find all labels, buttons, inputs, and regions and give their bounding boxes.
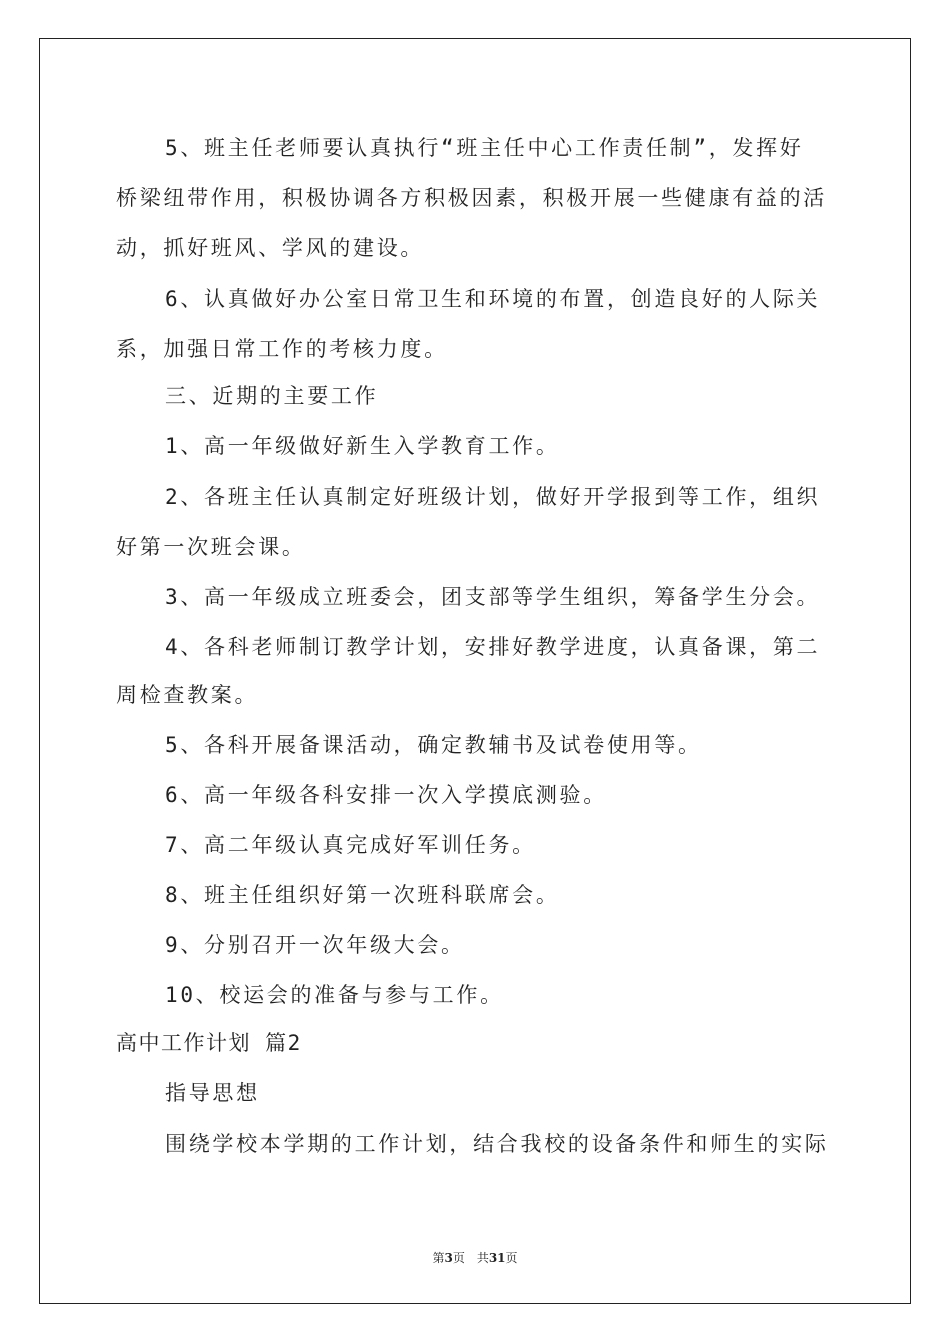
- paragraph-line: 2、各班主任认真制定好班级计划，做好开学报到等工作，组织: [165, 485, 821, 509]
- paragraph-line: 4、各科老师制订教学计划，安排好教学进度，认真备课，第二: [165, 635, 821, 659]
- paragraph-line: 7、高二年级认真完成好军训任务。: [165, 833, 536, 857]
- paragraph-line: 5、班主任老师要认真执行“班主任中心工作责任制”，发挥好: [165, 136, 804, 160]
- footer-prefix: 第: [432, 1251, 445, 1265]
- paragraph-line: 周检查教案。: [116, 683, 259, 707]
- paragraph-line: 6、高一年级各科安排一次入学摸底测验。: [165, 783, 607, 807]
- subheading: 指导思想: [165, 1081, 260, 1105]
- paragraph-line: 5、各科开展备课活动，确定教辅书及试卷使用等。: [165, 733, 702, 757]
- section-heading: 高中工作计划 篇2: [116, 1031, 302, 1055]
- footer-page-number: 3: [444, 1251, 453, 1265]
- paragraph-line: 10、校运会的准备与参与工作。: [165, 983, 504, 1007]
- paragraph-line: 系，加强日常工作的考核力度。: [116, 337, 448, 361]
- paragraph-line: 动，抓好班风、学风的建设。: [116, 236, 425, 260]
- footer-total-pages: 31: [488, 1251, 506, 1265]
- paragraph-line: 好第一次班会课。: [116, 535, 306, 559]
- paragraph-line: 3、高一年级成立班委会，团支部等学生组织，筹备学生分会。: [165, 585, 821, 609]
- page-footer: [0, 1249, 950, 1266]
- paragraph-line: 8、班主任组织好第一次班科联席会。: [165, 883, 560, 907]
- section-subtitle: 三、近期的主要工作: [165, 384, 379, 408]
- page-frame: [39, 38, 911, 1304]
- footer-suffix: 页: [505, 1251, 518, 1265]
- paragraph-line: 1、高一年级做好新生入学教育工作。: [165, 434, 560, 458]
- paragraph-line: 6、认真做好办公室日常卫生和环境的布置，创造良好的人际关: [165, 287, 821, 311]
- paragraph-line: 桥梁纽带作用，积极协调各方积极因素，积极开展一些健康有益的活: [116, 186, 827, 210]
- footer-mid: 页 共: [452, 1251, 489, 1265]
- paragraph-line: 9、分别召开一次年级大会。: [165, 933, 465, 957]
- paragraph-line: 围绕学校本学期的工作计划，结合我校的设备条件和师生的实际: [165, 1132, 829, 1156]
